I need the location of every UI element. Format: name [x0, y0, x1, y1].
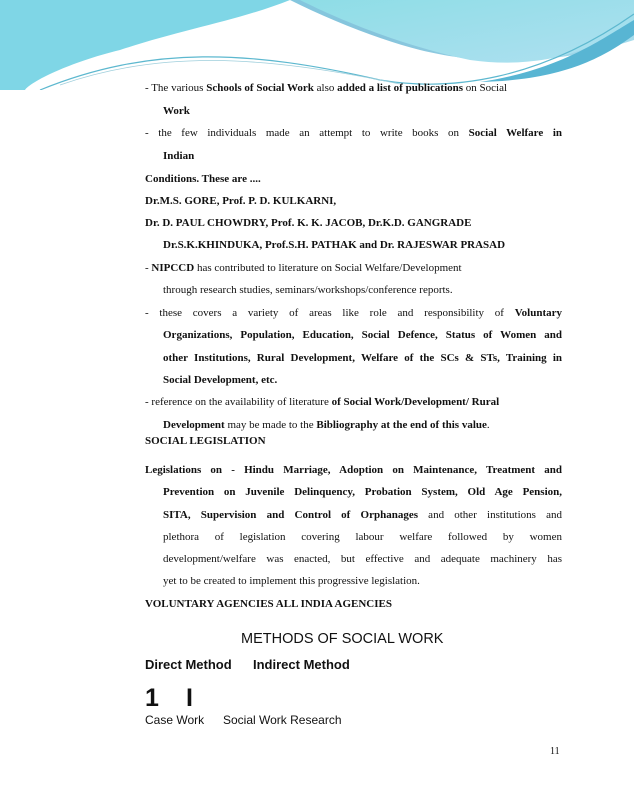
text-line — [145, 217, 471, 230]
bold-text: of Social Work/Development/ Rural — [331, 396, 500, 408]
direct-method-number: 1 — [145, 684, 159, 712]
bold-text: added a list of publications — [337, 82, 464, 94]
text-segment: . — [486, 419, 490, 431]
text-line — [163, 150, 194, 163]
text-segment: - these covers a variety of areas like role and responsibility of — [145, 307, 515, 319]
case-work-item: Case Work — [145, 713, 205, 727]
bold-text: SITA, Supervision and Control of Orphanages — [163, 509, 418, 521]
text-segment: on Social — [463, 82, 508, 94]
text-line — [163, 486, 562, 499]
text-line — [145, 396, 499, 409]
text-line — [163, 531, 562, 544]
text-line — [163, 239, 505, 252]
text-line — [145, 195, 336, 208]
bold-text: SOCIAL LEGISLATION — [145, 435, 266, 447]
methods-heading: METHODS OF SOCIAL WORK — [241, 631, 444, 647]
text-line — [145, 464, 562, 477]
text-line — [163, 553, 562, 566]
indirect-method-label: Indirect Method — [253, 657, 350, 672]
text-segment: through research studies, seminars/workshops/conference reports. — [163, 284, 453, 296]
text-line — [145, 435, 266, 448]
bold-text: Social Welfare in — [468, 127, 562, 139]
bold-text: Social Development, etc. — [163, 374, 278, 386]
bold-text: Prevention on Juvenile Delinquency, Probation System, Old Age Pension, — [163, 486, 562, 498]
text-segment: may be made to the — [224, 419, 317, 431]
text-line — [145, 307, 562, 320]
text-segment: has contributed to literature on Social Welfare/Development — [194, 262, 462, 274]
bold-text: Organizations, Population, Education, Social Defence, Status of Women and — [163, 329, 562, 341]
bold-text: Schools of Social Work — [206, 82, 314, 94]
page-number: 11 — [550, 746, 560, 757]
text-segment: and other institutions and — [418, 509, 563, 521]
text-line — [145, 173, 261, 186]
header-wave-decoration — [0, 0, 634, 90]
bold-text: Conditions. These are .... — [145, 173, 261, 185]
text-line — [163, 284, 453, 297]
text-line — [163, 329, 562, 342]
text-line — [145, 598, 392, 611]
bold-text: other Institutions, Rural Development, Welfare of the SCs & STs, Training in — [163, 352, 562, 364]
text-line — [145, 262, 462, 275]
direct-method-label: Direct Method — [145, 657, 232, 672]
text-segment: yet to be created to implement this progressive legislation. — [163, 575, 420, 587]
bold-text: Development — [163, 419, 225, 431]
text-line — [145, 82, 507, 95]
bold-text: VOLUNTARY AGENCIES ALL INDIA AGENCIES — [145, 598, 392, 610]
bold-text: Dr. D. PAUL CHOWDRY, Prof. K. K. JACOB, Dr.K.D. GANGRADE — [145, 217, 472, 229]
text-segment: development/welfare was enacted, but effective and adequate machinery has — [163, 553, 562, 565]
bold-text: Indian — [163, 150, 195, 162]
text-segment: - the few individuals made an attempt to write books on — [145, 127, 469, 139]
social-work-research-item: Social Work Research — [223, 713, 342, 727]
text-segment: plethora of legislation covering labour welfare followed by women — [163, 531, 562, 543]
text-line — [163, 352, 562, 365]
text-segment: also — [313, 82, 338, 94]
bold-text: Voluntary — [514, 307, 562, 319]
text-line — [163, 374, 277, 387]
indirect-method-number: I — [186, 684, 193, 712]
text-segment: - — [145, 262, 152, 274]
bold-text: Bibliography at the end of this value — [316, 419, 487, 431]
text-line — [145, 127, 562, 140]
bold-text: Dr.S.K.KHINDUKA, Prof.S.H. PATHAK and Dr. RAJESWAR PRASAD — [163, 239, 506, 251]
bold-text: Dr.M.S. GORE, Prof. P. D. KULKARNI, — [145, 195, 337, 207]
bold-text: Work — [163, 105, 190, 117]
text-line — [163, 509, 562, 522]
text-line — [163, 575, 420, 588]
bold-text: Legislations on - Hindu Marriage, Adoption on Maintenance, Treatment and — [145, 464, 562, 476]
bold-text: NIPCCD — [151, 262, 195, 274]
text-line — [163, 419, 490, 432]
text-segment: - reference on the availability of literature — [145, 396, 332, 408]
text-line — [163, 105, 190, 118]
text-segment: - The various — [145, 82, 207, 94]
